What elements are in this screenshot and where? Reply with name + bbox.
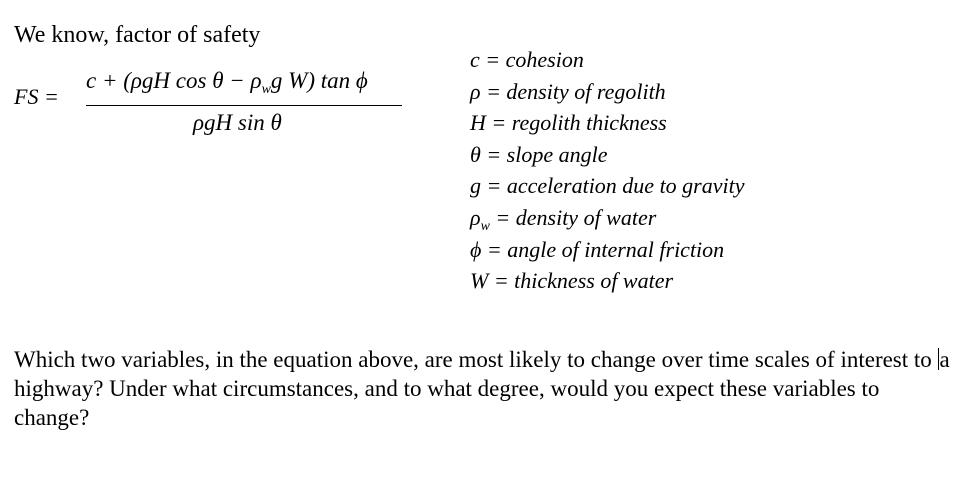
formula-numerator [86, 68, 368, 98]
legend-row-density-water: $\rho_w$ = density of water [470, 204, 657, 234]
formula-denominator: ρgH sin θ [193, 110, 282, 135]
variable-legend [470, 44, 745, 297]
text-cursor [938, 348, 939, 370]
numerator-rest: g W) tan ϕ [270, 68, 368, 93]
question-text-part2: a highway? Under what circumstances, and to what degree, would you expect these variables to change? [14, 347, 950, 430]
legend-row-gravity: g = acceleration due to gravity [470, 173, 745, 199]
legend-row-friction-angle: ϕ = angle of internal friction [470, 236, 725, 262]
legend-row-slope-angle: θ = slope angle [470, 141, 608, 167]
question-text-part1: Which two variables, in the equation above, are most likely to change over time scales of interest to [14, 347, 938, 372]
numerator-subscript: w [261, 82, 271, 97]
fraction-bar [86, 105, 402, 106]
intro-text: We know, factor of safety [14, 22, 261, 48]
legend-row-thickness: H = regolith thickness [470, 110, 667, 136]
legend-row-density-regolith: ρ = density of regolith [470, 78, 666, 104]
question-paragraph[interactable] [14, 345, 954, 432]
legend-row-cohesion: c = cohesion [470, 47, 584, 72]
numerator-main: c + (ρgH cos θ − ρ [86, 68, 262, 93]
legend-row-water-thickness: W = thickness of water [470, 268, 674, 294]
formula-lhs: FS = [14, 84, 59, 109]
